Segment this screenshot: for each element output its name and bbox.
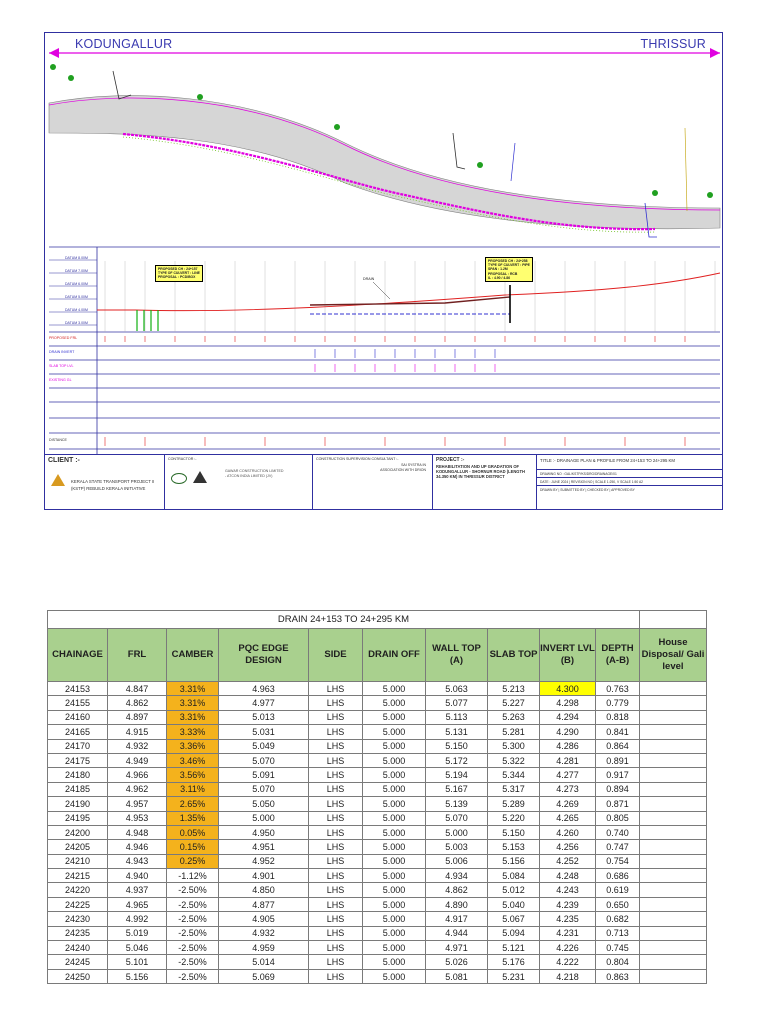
table-cell: 24153 [48,682,108,696]
table-cell: 0.818 [596,710,640,724]
atcon-logo [193,471,207,483]
table-cell: 24240 [48,941,108,955]
table-cell: 4.847 [108,682,167,696]
contractor-logo [171,473,187,484]
table-cell [640,883,707,897]
table-cell: -1.12% [167,869,219,883]
table-cell [640,955,707,969]
table-cell [640,825,707,839]
table-cell: -2.50% [167,926,219,940]
table-cell: 3.56% [167,768,219,782]
table-title-row [48,611,707,629]
table-cell: 4.901 [219,869,309,883]
table-cell: 4.877 [219,897,309,911]
table-cell: 4.273 [540,782,596,796]
table-cell: 3.46% [167,753,219,767]
table-cell: 0.891 [596,753,640,767]
table-cell: 5.067 [488,912,540,926]
table-cell: 4.966 [108,768,167,782]
table-cell: 4.252 [540,854,596,868]
table-row [48,912,707,926]
table-cell: -2.50% [167,955,219,969]
profile-row-label: PROPOSED FRL [49,336,78,340]
table-cell: 0.650 [596,897,640,911]
table-cell: 4.260 [540,825,596,839]
table-cell: 4.963 [219,682,309,696]
table-cell: 24160 [48,710,108,724]
table-cell: LHS [309,869,363,883]
kstp-logo [51,474,65,486]
table-cell [640,969,707,983]
profile-row-label: SLAB TOP LVL [49,364,74,368]
table-cell: 5.150 [488,825,540,839]
consultant-box: CONSTRUCTION SUPERVISION CONSULTANT :- SAI SYSTRA IN ASSOCIATION WITH DRION [313,455,433,510]
table-cell: 4.917 [426,912,488,926]
table-cell: 4.944 [426,926,488,940]
table-cell: 5.026 [426,955,488,969]
table-cell: 3.11% [167,782,219,796]
table-cell: 5.000 [363,782,426,796]
table-cell: 5.091 [219,768,309,782]
table-cell: -2.50% [167,941,219,955]
table-cell: 4.946 [108,840,167,854]
table-cell: LHS [309,825,363,839]
table-cell: 5.101 [108,955,167,969]
table-cell: 5.153 [488,840,540,854]
table-cell: 5.000 [363,825,426,839]
table-cell: 5.046 [108,941,167,955]
table-cell: 4.953 [108,811,167,825]
table-cell: 0.779 [596,696,640,710]
table-cell: 4.281 [540,753,596,767]
table-cell [640,897,707,911]
table-cell: 4.934 [426,869,488,883]
table-cell: 24190 [48,797,108,811]
table-cell: 5.000 [363,753,426,767]
table-cell: 5.070 [219,782,309,796]
table-row [48,782,707,796]
table-cell: 5.003 [426,840,488,854]
table-cell: 24245 [48,955,108,969]
table-cell: 3.33% [167,725,219,739]
table-cell: LHS [309,854,363,868]
drawing-sheet [44,32,723,510]
table-cell [640,912,707,926]
table-cell: 5.213 [488,682,540,696]
table-cell: -2.50% [167,883,219,897]
table-cell: -2.50% [167,969,219,983]
table-cell: 24155 [48,696,108,710]
table-cell: 5.000 [363,883,426,897]
table-cell: 24225 [48,897,108,911]
table-cell: 24205 [48,840,108,854]
contractor-box: CONTRACTOR :- GAWAR CONSTRUCTION LIMITED - ATCON INDIA LIMITED (JV) [165,455,313,510]
table-cell: 4.235 [540,912,596,926]
table-cell: 3.31% [167,710,219,724]
table-cell: 24180 [48,768,108,782]
table-cell: 0.619 [596,883,640,897]
table-cell: 0.686 [596,869,640,883]
table-cell: 5.000 [363,710,426,724]
table-body [48,682,707,984]
table-cell: 5.000 [363,682,426,696]
table-cell [640,739,707,753]
table-cell: 24165 [48,725,108,739]
table-row [48,840,707,854]
drawing-title-box: TITLE :- DRAINAGE PLAN & PROFILE FROM 24+153 TO 24+295 KM DRAWING NO : GAL/KSTP/KS/DRG/DRAINAGE/01 DATE : JUNE 2024 | REVISION NO | SCALE 1:250, V SCALE 1:50 A2 DRAWN BY | SUBMITTED BY | CHECKED BY | APPROVED BY [537,455,722,510]
table-cell: 4.905 [219,912,309,926]
table-row [48,825,707,839]
right-place-label: THRISSUR [640,37,706,51]
table-cell: 4.243 [540,883,596,897]
table-cell: 4.248 [540,869,596,883]
table-cell: 4.294 [540,710,596,724]
table-cell: 5.131 [426,725,488,739]
table-cell: 4.265 [540,811,596,825]
table-cell: 4.932 [108,739,167,753]
table-cell: -2.50% [167,897,219,911]
table-cell: 5.000 [363,897,426,911]
table-cell: 4.239 [540,897,596,911]
table-cell: LHS [309,768,363,782]
table-row [48,739,707,753]
table-cell: 5.263 [488,710,540,724]
table-cell: 0.15% [167,840,219,854]
culvert-callout: PROPOSED CH : 24+157 TYPE OF CULVERT : LINE PROPOSAL : PCD/BOX [155,265,203,282]
table-row [48,696,707,710]
table-cell [640,869,707,883]
table-cell: 24215 [48,869,108,883]
table-cell [640,941,707,955]
table-cell: 5.063 [426,682,488,696]
table-cell: 4.222 [540,955,596,969]
table-title: DRAIN 24+153 TO 24+295 KM [48,611,640,629]
table-cell: 5.176 [488,955,540,969]
table-cell [640,725,707,739]
table-row [48,753,707,767]
datum-label: DATUM 7.00M [65,269,88,273]
title-block [45,454,722,510]
table-cell: 24195 [48,811,108,825]
table-cell: 4.277 [540,768,596,782]
table-row [48,941,707,955]
table-row [48,897,707,911]
table-cell: 5.070 [219,753,309,767]
table-cell: 5.000 [363,811,426,825]
table-row [48,926,707,940]
table-cell: 4.226 [540,941,596,955]
table-cell: 4.962 [108,782,167,796]
table-cell: 4.897 [108,710,167,724]
table-cell [640,854,707,868]
table-row [48,682,707,696]
table-cell: LHS [309,955,363,969]
table-cell: 4.992 [108,912,167,926]
table-cell: 1.35% [167,811,219,825]
column-header: DEPTH (A-B) [596,629,640,682]
table-cell: 4.977 [219,696,309,710]
table-cell: 0.917 [596,768,640,782]
table-cell: 24185 [48,782,108,796]
table-cell: LHS [309,753,363,767]
table-cell: 5.139 [426,797,488,811]
table-cell: 5.049 [219,739,309,753]
table-cell: 0.871 [596,797,640,811]
client-box: CLIENT :- KERALA STATE TRANSPORT PROJECT II (KSTP) REBUILD KERALA INITIATIVE [45,455,165,510]
table-cell: LHS [309,725,363,739]
table-cell: 5.000 [363,725,426,739]
table-row [48,797,707,811]
table-cell: 0.841 [596,725,640,739]
table-cell: LHS [309,883,363,897]
column-header: INVERT LVL (B) [540,629,596,682]
table-cell: 0.25% [167,854,219,868]
table-cell: 5.000 [363,941,426,955]
table-cell: 5.000 [363,926,426,940]
table-cell: 5.019 [108,926,167,940]
table-cell: 5.081 [426,969,488,983]
table-cell: 5.000 [363,969,426,983]
table-cell [640,811,707,825]
table-cell: 24230 [48,912,108,926]
table-cell: 4.965 [108,897,167,911]
table-cell [640,768,707,782]
column-header: WALL TOP (A) [426,629,488,682]
table-cell: 5.322 [488,753,540,767]
table-cell: 0.05% [167,825,219,839]
column-header: SIDE [309,629,363,682]
table-cell: 5.172 [426,753,488,767]
column-header: DRAIN OFF [363,629,426,682]
column-header: CAMBER [167,629,219,682]
table-cell: 4.269 [540,797,596,811]
table-cell: 4.971 [426,941,488,955]
table-cell: 5.000 [363,912,426,926]
table-cell: 24220 [48,883,108,897]
table-cell: 5.000 [363,768,426,782]
table-cell [640,840,707,854]
table-cell: 4.915 [108,725,167,739]
table-row [48,854,707,868]
profile-row-label: DISTANCE [49,438,67,442]
table-cell: 5.000 [363,854,426,868]
table-cell: 0.894 [596,782,640,796]
table-cell: LHS [309,811,363,825]
table-cell: 4.850 [219,883,309,897]
table-cell: 0.713 [596,926,640,940]
table-cell: 5.317 [488,782,540,796]
table-cell: 5.084 [488,869,540,883]
drain-label: DRAIN [363,277,375,281]
table-cell [640,797,707,811]
table-cell: 3.31% [167,682,219,696]
table-cell: 0.804 [596,955,640,969]
table-cell: 4.957 [108,797,167,811]
table-cell: 5.050 [219,797,309,811]
drain-levels-table [47,610,707,984]
table-cell: 5.121 [488,941,540,955]
table-cell: 24210 [48,854,108,868]
table-cell: 4.943 [108,854,167,868]
table-cell: 0.740 [596,825,640,839]
table-cell: 5.231 [488,969,540,983]
table-cell: 4.286 [540,739,596,753]
table-cell: 5.094 [488,926,540,940]
table-cell: 4.959 [219,941,309,955]
table-cell: 4.937 [108,883,167,897]
table-cell: LHS [309,840,363,854]
table-cell: LHS [309,969,363,983]
table-cell: 5.013 [219,710,309,724]
table-cell [640,682,707,696]
table-cell: 4.948 [108,825,167,839]
table-cell: 4.951 [219,840,309,854]
table-cell: 5.000 [363,955,426,969]
table-cell: 4.231 [540,926,596,940]
left-place-label: KODUNGALLUR [75,37,173,51]
table-cell: 5.167 [426,782,488,796]
column-header: FRL [108,629,167,682]
table-cell: 0.682 [596,912,640,926]
table-cell: 5.156 [488,854,540,868]
table-cell: 4.890 [426,897,488,911]
table-row [48,725,707,739]
table-cell: -2.50% [167,912,219,926]
table-cell [640,782,707,796]
table-cell: LHS [309,926,363,940]
table-cell: LHS [309,912,363,926]
profile-row-label: EXISTING GL [49,378,72,382]
table-cell: 0.864 [596,739,640,753]
table-row [48,710,707,724]
table-cell: 24175 [48,753,108,767]
table-cell: 5.000 [426,825,488,839]
table-cell: 4.298 [540,696,596,710]
table-cell: LHS [309,696,363,710]
column-header: CHAINAGE [48,629,108,682]
table-cell: 0.754 [596,854,640,868]
table-cell: 5.000 [363,797,426,811]
table-cell: 3.31% [167,696,219,710]
table-cell: 5.281 [488,725,540,739]
column-header: PQC EDGE DESIGN [219,629,309,682]
table-cell: 0.763 [596,682,640,696]
datum-label: DATUM 8.00M [65,256,88,260]
table-cell [640,753,707,767]
table-cell: 4.300 [540,682,596,696]
datum-label: DATUM 5.00M [65,295,88,299]
table-cell: 0.745 [596,941,640,955]
table-cell: 5.000 [219,811,309,825]
datum-label: DATUM 4.00M [65,308,88,312]
datum-label: DATUM 3.00M [65,321,88,325]
table-cell: 5.150 [426,739,488,753]
table-cell: 5.070 [426,811,488,825]
table-cell: 5.006 [426,854,488,868]
project-box: PROJECT :- REHABILITATION AND UP GRADATION OF KODUNGALLUR - SHORNUR ROAD (LENGTH 34.350 KM) IN THRISSUR DISTRICT [433,455,537,510]
table-cell: 4.949 [108,753,167,767]
table-cell: 24235 [48,926,108,940]
table-cell: 5.069 [219,969,309,983]
table-cell: 4.940 [108,869,167,883]
table-cell: 4.862 [108,696,167,710]
table-cell: 5.014 [219,955,309,969]
table-cell: 5.000 [363,696,426,710]
table-cell: 5.300 [488,739,540,753]
table-cell: 4.290 [540,725,596,739]
table-header-row [48,629,707,682]
culvert-callout: PROPOSED CH : 24+258 TYPE OF CULVERT : PIPE SPAN : 1.2M PROPOSAL : RCB IL : 4.90 / 4.86 [485,257,533,282]
table-cell: 4.862 [426,883,488,897]
table-row [48,969,707,983]
table-cell: 5.040 [488,897,540,911]
table-row [48,869,707,883]
table-row [48,883,707,897]
table-cell: 4.256 [540,840,596,854]
table-cell: 5.000 [363,869,426,883]
table-cell: 5.031 [219,725,309,739]
table-cell [640,926,707,940]
table-cell: 5.227 [488,696,540,710]
profile-row-label: DRAIN INVERT [49,350,75,354]
table-row [48,768,707,782]
table-cell: 5.000 [363,739,426,753]
table-cell: 24250 [48,969,108,983]
table-cell: 5.194 [426,768,488,782]
table-row [48,955,707,969]
table-cell: LHS [309,941,363,955]
table-cell: LHS [309,682,363,696]
table-cell: 3.36% [167,739,219,753]
table-cell: LHS [309,897,363,911]
table-row [48,811,707,825]
table-cell [640,696,707,710]
table-cell [640,710,707,724]
table-cell: LHS [309,739,363,753]
table-cell: 5.220 [488,811,540,825]
column-header: House Disposal/ Gali level [640,629,707,682]
table-cell: 0.863 [596,969,640,983]
table-cell: 5.156 [108,969,167,983]
table-cell: 4.932 [219,926,309,940]
plan-profile-graphic [45,33,723,510]
table-cell: 5.012 [488,883,540,897]
datum-label: DATUM 6.00M [65,282,88,286]
table-cell: 5.289 [488,797,540,811]
column-header: SLAB TOP [488,629,540,682]
table-cell: 24200 [48,825,108,839]
table-cell: 2.65% [167,797,219,811]
table-cell: 5.344 [488,768,540,782]
table-cell: LHS [309,710,363,724]
table-cell: 0.747 [596,840,640,854]
table-cell: LHS [309,782,363,796]
table-cell: 4.952 [219,854,309,868]
table-cell: 5.077 [426,696,488,710]
table-cell: 4.218 [540,969,596,983]
table-cell: 4.950 [219,825,309,839]
table-cell: 24170 [48,739,108,753]
table-cell: 0.805 [596,811,640,825]
table-cell: 5.000 [363,840,426,854]
table-cell: 5.113 [426,710,488,724]
table-cell: LHS [309,797,363,811]
